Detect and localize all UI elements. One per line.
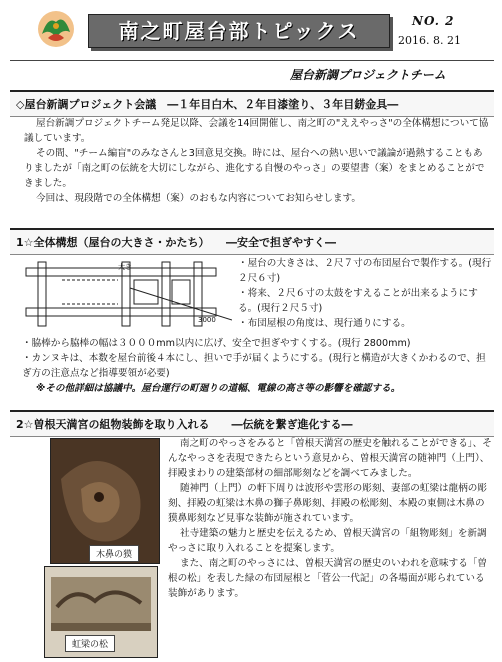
logo-icon [34, 8, 78, 50]
diagram-width-label: 3000 [198, 316, 216, 324]
paragraph: 社寺建築の魅力と歴史を伝えるため、曽根天満宮の「組物彫刻」を新調やっさに取り入れることを提案します。 [168, 528, 487, 554]
issue-date: 2016. 8. 21 [398, 34, 461, 47]
paragraph: 随神門（上門）の軒下周りは波形や雲形の彫刻、妻部の虹梁は龍柄の彫刻、拝殿の虹梁は木鼻の獅子鼻彫刻、拝殿の松彫刻、本殿の東側は木鼻の獏鼻彫刻など見事な装飾が施されています。 [168, 483, 487, 524]
yatai-frame-diagram [22, 258, 232, 332]
newsletter-title: 南之町屋台部トピックス [118, 19, 360, 43]
list-item: ・屋台の大きさは、２尺７寸の布団屋台で製作する。(現行２尺６寸) [238, 258, 492, 284]
photo-caption: 虹梁の松 [65, 635, 115, 652]
paragraph: 屋台新調プロジェクトチーム発足以降、会議を14回開催し、南之町の"ええやっさ"の全体構想について協議しています。 [24, 118, 489, 144]
carvings-body [168, 436, 492, 601]
paragraph: また、南之町のやっさには、曽根天満宮の歴史のいわれを意味する「曽根の松」を表した緑の布団屋根と「菅公一代記」の各場面が彫られている装飾があります。 [168, 558, 487, 599]
issue-number: NO. 2 [412, 14, 455, 28]
photo-caption: 木鼻の獏 [89, 545, 139, 562]
meeting-body [24, 116, 490, 206]
list-item: ・カンヌキは、本数を屋台前後４本にし、担いで手が届くようにする。(現行と構造が大きくかわるので、担ぎ方の注意点など指導要領が必要) [22, 353, 486, 379]
list-item: ・将来、２尺６寸の太鼓をすえることが出来るようにする。(現行２尺５寸) [238, 288, 478, 314]
note-item: ※その他詳細は協議中。屋台運行の町廻りの道幅、電線の高さ等の影響を確認する。 [36, 383, 401, 394]
section-heading-carvings: 2☆曽根天満宮の組物装飾を取り入れる ―伝統を繋ぎ進化する― [10, 410, 494, 437]
paragraph: その間、"チーム編盲"のみなさんと3回意見交換。時には、屋台への熱い思いで議論が過熱することもありましたが「南之町の伝統を大切にしながら、進化する自慢のやっさ」の要望書（案）をまとめることができました。 [24, 148, 485, 189]
list-item: ・脇棒から脇棒の幅は３０００mm以内に広げ、安全で担ぎやすくする。(現行 2800mm) [22, 338, 411, 349]
photo-koryo-pine-carving [44, 566, 158, 658]
plan-bullets-right [238, 256, 494, 331]
list-item: ・布団屋根の角度は、現行通りにする。 [238, 318, 411, 329]
section-heading-meeting: ◇屋台新調プロジェクト会議 ―１年目白木、２年目漆塗り、３年目錺金具― [10, 90, 494, 117]
newsletter-header [0, 0, 502, 82]
section-heading-overall-plan: 1☆全体構想（屋台の大きさ・かたち） ―安全で担ぎやすく― [10, 228, 494, 255]
paragraph: 今回は、現段階での全体構想（案）のおもな内容についてお知らせします。 [36, 193, 361, 204]
diagram-label: 大き [118, 263, 132, 271]
plan-bullets-full [22, 336, 494, 396]
header-divider [10, 60, 494, 61]
photo-kibana-carving [50, 438, 160, 564]
paragraph: 南之町のやっさをみると「曽根天満宮の歴史を触れることができる」、そんなやっさを表現できたらという意見から、曽根天満宮の随神門（上門）、拝殿まわりの建築部材の細部彫刻などを調べてみました。 [168, 438, 492, 479]
title-banner [88, 14, 390, 48]
team-subtitle: 屋台新調プロジェクトチーム [290, 68, 446, 82]
